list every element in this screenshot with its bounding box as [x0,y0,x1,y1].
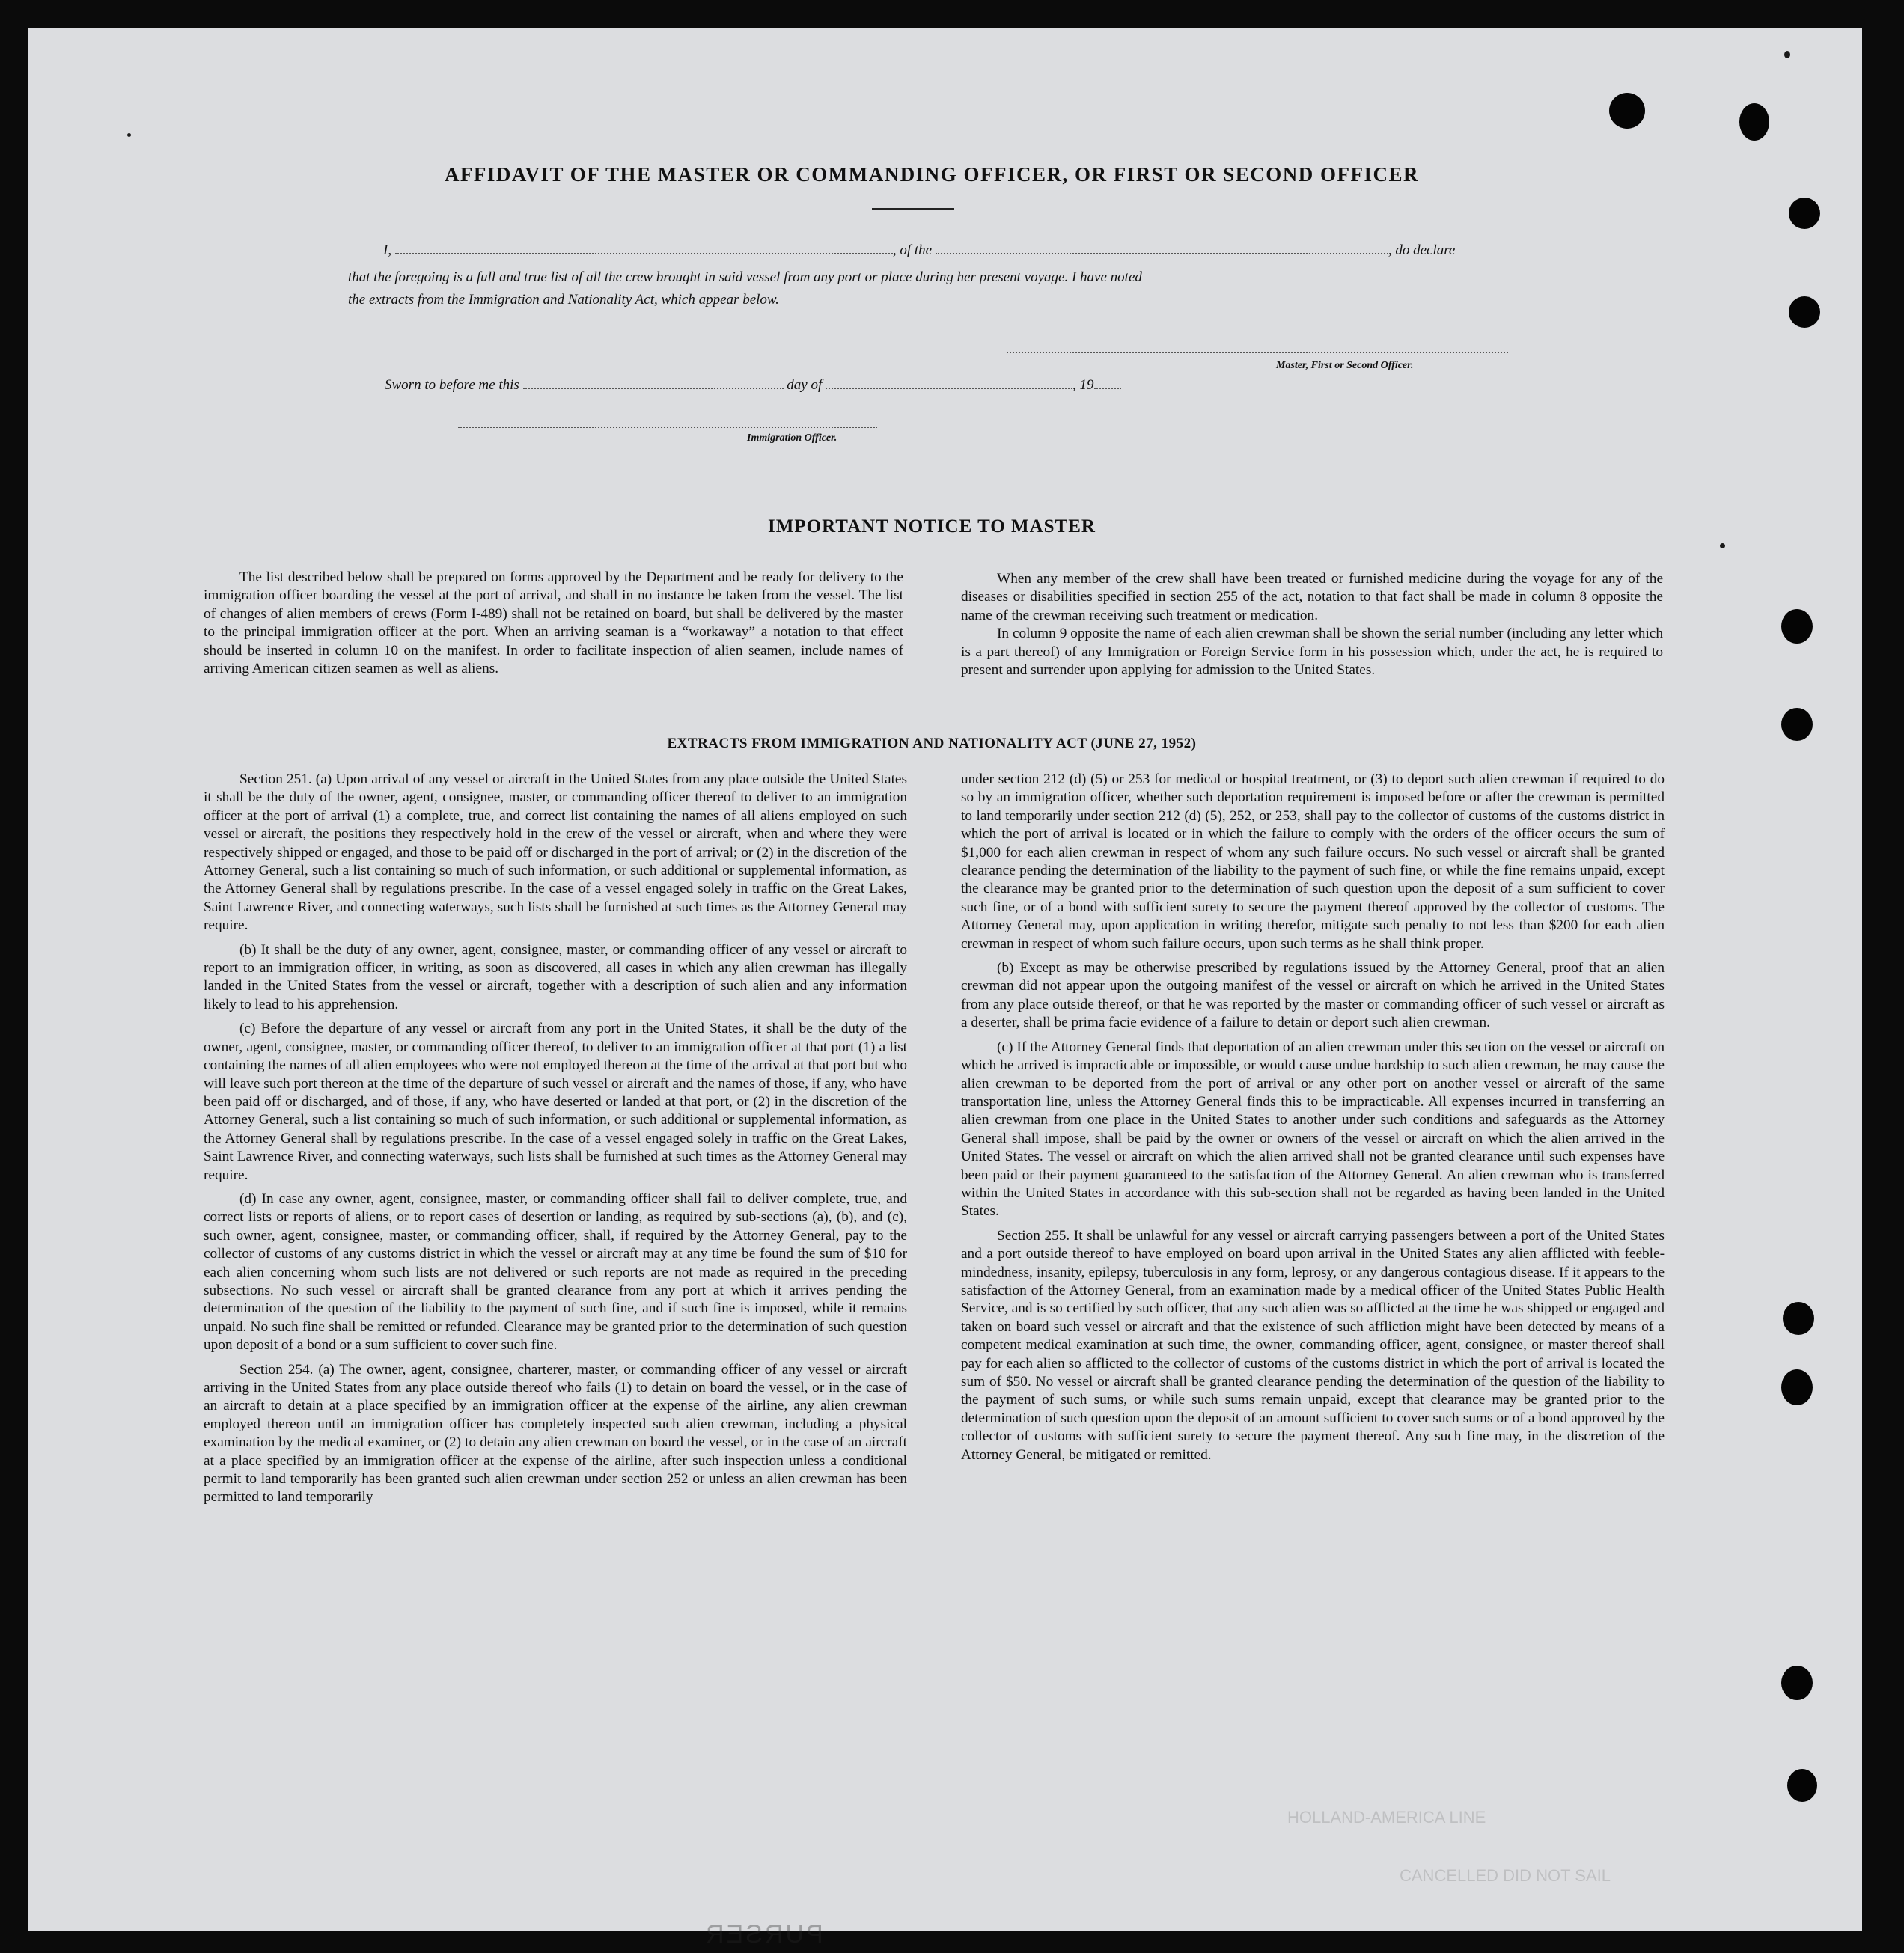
speck [1720,543,1725,548]
binder-hole [1609,93,1645,129]
binder-hole [1787,1769,1817,1802]
year-prefix: , 19 [1072,377,1094,393]
sworn-day-field[interactable] [523,385,784,389]
master-signature-field[interactable] [1007,352,1508,353]
notice-left-column [204,569,903,678]
notice-heading: IMPORTANT NOTICE TO MASTER [768,516,1096,537]
binder-hole [1739,103,1769,141]
binder-hole [1781,609,1813,644]
sworn-month-field[interactable] [826,385,1072,389]
declare-suffix: , do declare [1388,242,1456,258]
statute-paragraph: Section 251. (a) Upon arrival of any vessel or aircraft in the United States from any place outside the United States it shall be the duty of the owner, agent, consignee, master, or commanding officer thereof to deliver to an immigration officer at the port of arrival (1) a complete, true, and correct list containing the names of all aliens employed on such vessel or aircraft, the positions they respectively hold in the crew of the vessel or aircraft, when and where they were respectively shipped or engaged, and those to be paid off or discharged in the port of arrival; or (2) in the discretion of the Attorney General, such a list containing so much of such information, or such additional or supplemental information, as the Attorney General shall by regulations prescribe. In the case of a vessel engaged solely in traffic on the Great Lakes, Saint Lawrence River, and connecting waterways, such lists shall be furnished at such times as the Attorney General may require. [204,771,907,934]
vessel-prefix: , of the [892,242,933,258]
binder-hole [1781,1666,1813,1700]
declaration-line-1 [383,242,1455,259]
extracts-left-column [204,771,907,1507]
sworn-prefix: Sworn to before me this [385,377,519,393]
officer-signature-label: Immigration Officer. [747,433,837,444]
speck [1784,51,1790,58]
vessel-name-field[interactable] [936,250,1388,254]
declarant-prefix: I, [383,242,392,258]
binder-hole [1781,1369,1813,1405]
bleed-through-stamp: CANCELLED DID NOT SAIL [1400,1866,1611,1885]
extracts-right-column [961,771,1665,1464]
title-underline [872,208,954,210]
statute-paragraph: (b) It shall be the duty of any owner, agent, consignee, master, or commanding officer of any vessel or aircraft to report to an immigration officer, in writing, as soon as discovered, all cases in which any alien crewman has illegally landed in the United States from the vessel or aircraft, together with a description of such alien and any information likely to lead to his apprehension. [204,941,907,1012]
speck [127,133,131,137]
binder-hole [1789,296,1820,328]
statute-paragraph: (c) Before the departure of any vessel or aircraft from any port in the United States, it shall be the duty of the owner, agent, consignee, master, or commanding officer thereof, to deliver to an immigration officer at that port (1) a list containing the names of all alien employees who were not employed thereon at the time of the arrival at that port but who will leave such port thereon at the time of the departure of such vessel or aircraft and the names of those, if any, who have been paid off or discharged, and of those, if any, who have deserted or landed at that port, or (2) in the discretion of the Attorney General, such a list containing so much of such information, or such additional or supplemental information, as the Attorney General shall by regulations prescribe. In the case of a vessel engaged solely in traffic on the Great Lakes, Saint Lawrence River, and connecting waterways, such lists shall be furnished at such times as the Attorney General may require. [204,1021,907,1183]
declaration-line-2: that the foregoing is a full and true list of all the crew brought in said vessel from any port or place during her present voyage. I have noted [348,269,1142,285]
bleed-through-stamp: HOLLAND-AMERICA LINE [1287,1808,1486,1827]
declaration-line-3: the extracts from the Immigration and Nationality Act, which appear below. [348,292,779,308]
notice-paragraph: When any member of the crew shall have been treated or furnished medicine during the voyage for any of the diseases or disabilities specified in section 255 of the act, notation to that fact shall be made in column 8 opposite the name of the crewman receiving such treatment or medication. [961,571,1663,623]
statute-paragraph: (b) Except as may be otherwise prescribed by regulations issued by the Attorney General, proof that an alien crewman did not appear upon the outgoing manifest of the vessel or aircraft on which he arrived in the United States from any place outside thereof, or that he was reported by the master or commanding officer of such vessel or aircraft as a deserter, shall be prima facie evidence of a failure to detain or deport such alien crewman. [961,960,1665,1031]
master-signature-label: Master, First or Second Officer. [1276,360,1414,371]
binder-hole [1783,1302,1814,1335]
statute-paragraph: Section 254. (a) The owner, agent, consignee, charterer, master, or commanding officer of any vessel or aircraft arriving in the United States from any place outside thereof who fails (1) to detain on board the vessel, or in the case of an aircraft to detain at a place specified by an immigration officer at the expense of the airline, any alien crewman employed thereon until an immigration officer has completely inspected such alien crewman, including a physical examination by the medical examiner, or (2) to detain any alien crewman on board the vessel, or in the case of an aircraft at a place specified by an immigration officer at the expense of the airline, after such inspection unless a conditional permit to land temporarily has been granted such alien crewman under section 252 or unless an alien crewman has been permitted to land temporarily [204,1361,907,1506]
statute-paragraph: (c) If the Attorney General finds that deportation of an alien crewman under this section on the vessel or aircraft on which he arrived is impracticable or impossible, or would cause undue hardship to such alien crewman, he may cause the alien crewman to be deported from the port of arrival or any other port on another vessel or aircraft of the same transportation line, unless the Attorney General finds this to be impracticable. All expenses incurred in transferring an alien crewman from one place in the United States to another under such conditions and safeguards as the Attorney General shall impose, shall be paid by the owner or owners of the vessel or aircraft on which the alien arrived in the United States. The vessel or aircraft on which the alien arrived shall not be granted clearance until such expenses have been paid or their payment guaranteed to the satisfaction of the Attorney General. An alien crewman who is transferred within the United States in accordance with this sub-section shall not be regarded as having been landed in the United States. [961,1039,1665,1220]
declarant-name-field[interactable] [395,250,893,254]
day-of-label: day of [787,377,823,393]
statute-paragraph: under section 212 (d) (5) or 253 for medical or hospital treatment, or (3) to deport such alien crewman if required to do so by an immigration officer, whether such deportation requirement is imposed before or after the crewman is permitted to land temporarily under section 212 (d) (5), 252, or 253, shall pay to the collector of customs of the customs district in which the port of arrival is located or in which the failure to comply with the orders of the officer occurs the sum of $1,000 for each alien crewman in respect of whom any such failure occurs. No such vessel or aircraft shall be granted clearance pending the determination of the liability to the payment of such fine, or while the fine remains unpaid, except the clearance may be granted prior to the determination of such question upon the deposit of a sum sufficient to cover such fine, or of a bond with sufficient surety to secure the payment thereof approved by the collector of customs. The Attorney General may, upon application in writing therefor, mitigate such penalty to not less than $200 for each alien crewman in respect of whom such failure occurs, upon such terms as he shall think proper. [961,771,1665,952]
affidavit-title: AFFIDAVIT OF THE MASTER OR COMMANDING OFFICER, OR FIRST OR SECOND OFFICER [444,163,1420,186]
sworn-year-field[interactable] [1094,385,1121,389]
purser-stamp: PURSER [704,1920,823,1949]
statute-paragraph: (d) In case any owner, agent, consignee, master, or commanding officer shall fail to deliver complete, true, and correct lists or reports of aliens, or to report cases of desertion or landing, as required by sub-sections (a), (b), and (c), such owner, agent, consignee, master, or commanding officer, shall, if required by the Attorney General, pay to the collector of customs of any customs district in which the vessel or aircraft may at any time be found the sum of $10 for each alien concerning whom such lists are not delivered or such reports are not made as required in the preceding subsections. No such vessel or aircraft shall be granted clearance from any port at which it arrives pending the determination of the question of the liability to the payment of such fine, and if such fine is imposed, while it remains unpaid. No such fine shall be remitted or refunded. Clearance may be granted prior to the determination of such question upon deposit of a bond or a sum sufficient to cover such fine. [204,1191,907,1354]
notice-paragraph: In column 9 opposite the name of each alien crewman shall be shown the serial number (including any letter which is a part thereof) of any Immigration or Foreign Service form in his possession which, under the act, he is required to present and surrender upon applying for admission to the United States. [961,626,1663,679]
notice-right-column [961,570,1663,679]
sworn-line [385,377,1121,394]
statute-paragraph: Section 255. It shall be unlawful for any vessel or aircraft carrying passengers between a port of the United States and a port outside thereof to have employed on board upon arrival in the United States any alien afflicted with feeble-mindedness, insanity, epilepsy, tuberculosis in any form, leprosy, or any dangerous contagious disease. If it appears to the satisfaction of the Attorney General, from an examination made by a medical officer of the United States Public Health Service, and is so certified by such officer, that any such alien was so afflicted at the time he was shipped or engaged and taken on board such vessel or aircraft and that the existence of such affliction might have been detected by means of a competent medical examination at such time, the owner, commanding officer, agent, consignee, or master thereof shall pay for each alien so afflicted to the collector of customs of the customs district in which the port of arrival is located the sum of $50. No vessel or aircraft shall be granted clearance pending the determination of the question of the liability to the payment of such sums, or while such sums remain unpaid, except that clearance may be granted prior to the determination of such question upon the deposit of an amount sufficient to cover such sums or of a bond approved by the collector of customs with sufficient surety to secure the payment thereof. Any such fine may, in the discretion of the Attorney General, be mitigated or remitted. [961,1227,1665,1463]
notice-paragraph: The list described below shall be prepared on forms approved by the Department and be ready for delivery to the immigration officer boarding the vessel at the port of arrival, and shall in no instance be taken from the vessel. The list of changes of alien members of crews (Form I-489) shall not be retained on board, but shall be delivered by the master to the principal immigration officer at the port. When an arriving seaman is a “workaway” a notation to that effect should be inserted in column 10 on the manifest. In order to facilitate inspection of alien seamen, include names of arriving American citizen seamen as well as aliens. [204,569,903,677]
extracts-heading: EXTRACTS FROM IMMIGRATION AND NATIONALITY ACT (JUNE 27, 1952) [667,736,1197,751]
officer-signature-field[interactable] [458,427,877,428]
binder-hole [1789,198,1820,229]
